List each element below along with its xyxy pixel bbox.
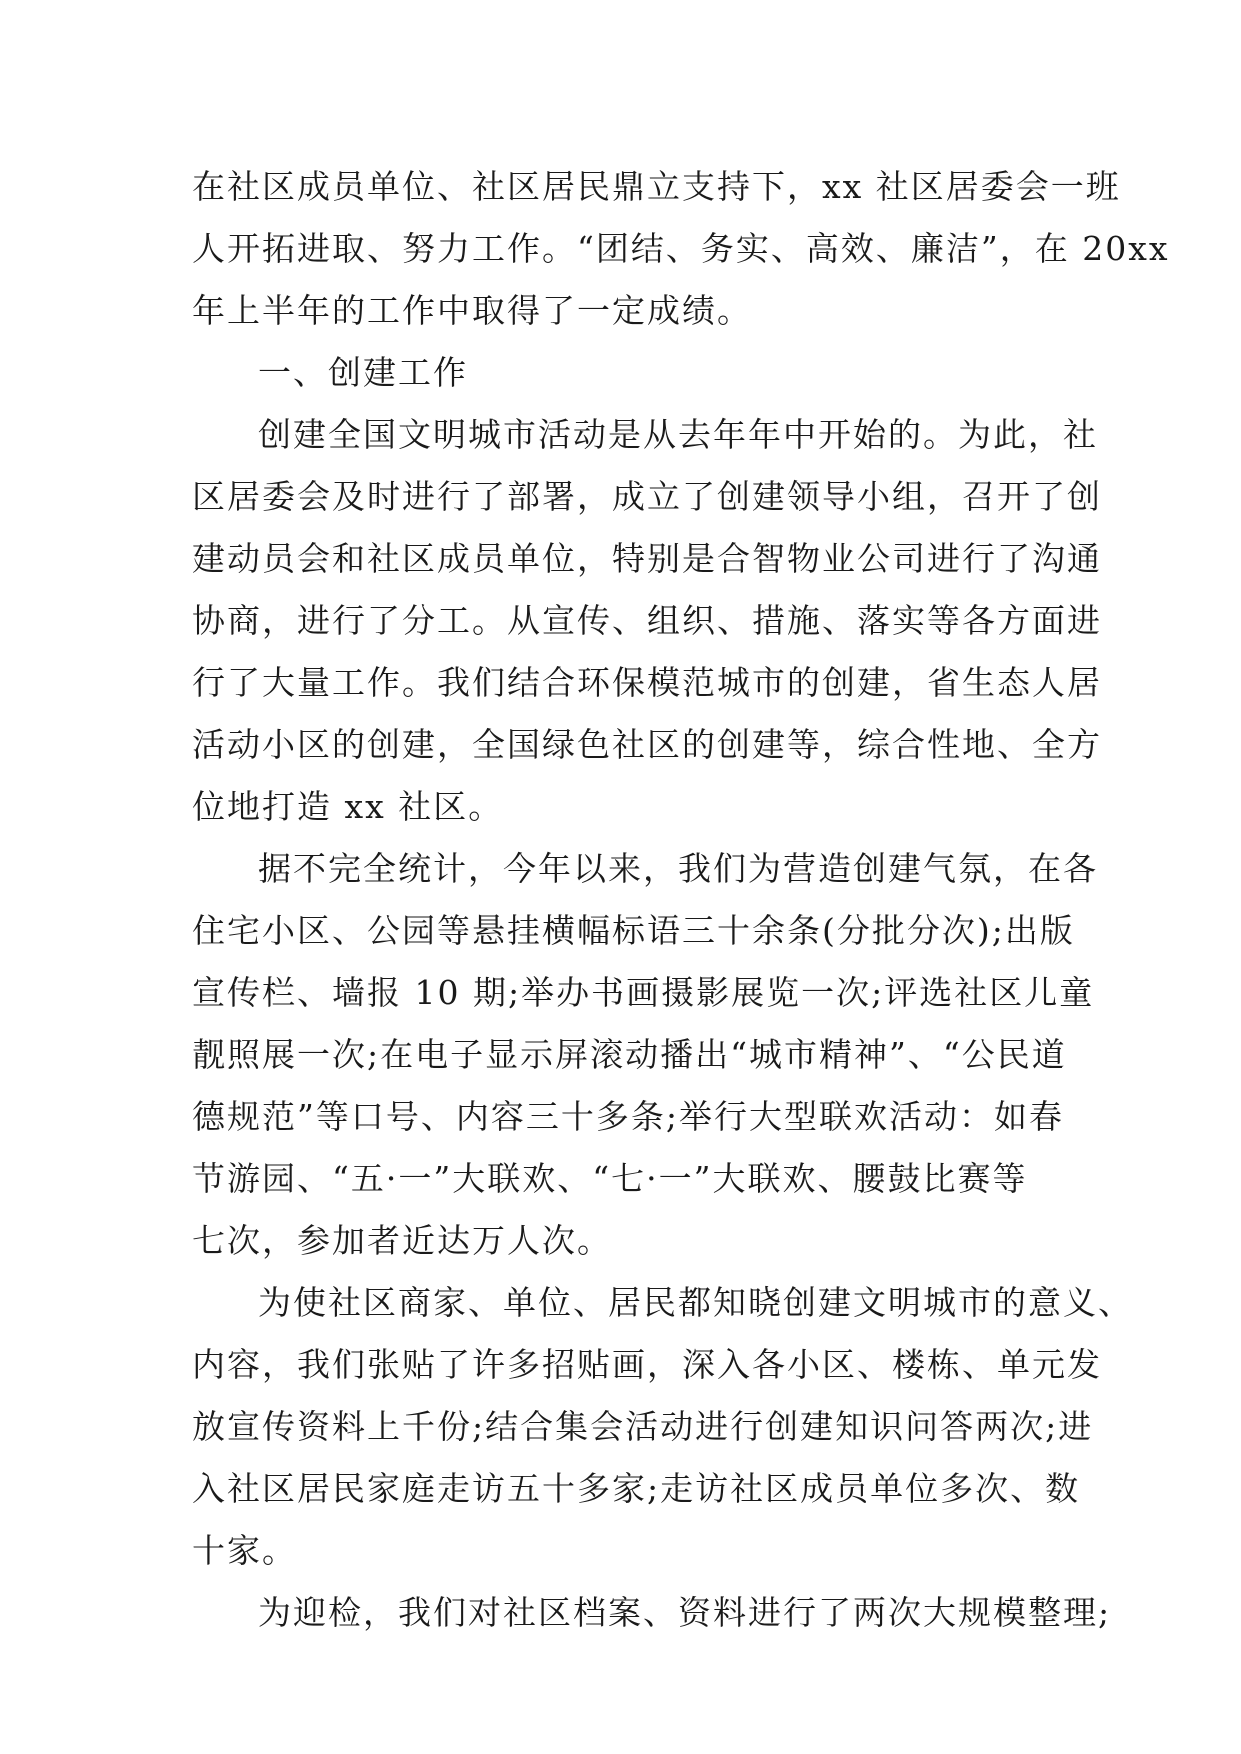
paragraph-creation bbox=[192, 404, 1102, 838]
text-line: 节游园、“五·一”大联欢、“七·一”大联欢、腰鼓比赛等 bbox=[192, 1159, 1028, 1198]
text-line: 为迎检，我们对社区档案、资料进行了两次大规模整理; bbox=[258, 1593, 1112, 1632]
text-line: 住宅小区、公园等悬挂横幅标语三十余条(分批分次);出版 bbox=[192, 911, 1075, 950]
text-line: 为使社区商家、单位、居民都知晓创建文明城市的意义、 bbox=[258, 1283, 1133, 1322]
heading-text: 一、创建工作 bbox=[258, 353, 468, 392]
text-line: 宣传栏、墙报 10 期;举办书画摄影展览一次;评选社区儿童 bbox=[192, 973, 1095, 1012]
text-line: 人开拓进取、努力工作。“团结、务实、高效、廉洁”，在 20xx bbox=[192, 229, 1170, 268]
text-line: 靓照展一次;在电子显示屏滚动播出“城市精神”、“公民道 bbox=[192, 1035, 1067, 1074]
text-line: 协商，进行了分工。从宣传、组织、措施、落实等各方面进 bbox=[192, 601, 1102, 640]
section-heading bbox=[192, 342, 1054, 404]
text-line: 建动员会和社区成员单位，特别是合智物业公司进行了沟通 bbox=[192, 539, 1102, 578]
text-line: 区居委会及时进行了部署，成立了创建领导小组，召开了创 bbox=[192, 477, 1102, 516]
paragraph-intro bbox=[192, 156, 1170, 342]
text-line: 年上半年的工作中取得了一定成绩。 bbox=[192, 291, 752, 330]
text-line: 创建全国文明城市活动是从去年年中开始的。为此，社 bbox=[258, 415, 1098, 454]
text-line: 十家。 bbox=[192, 1531, 297, 1570]
text-line: 入社区居民家庭走访五十多家;走访社区成员单位多次、数 bbox=[192, 1469, 1081, 1508]
text-line: 内容，我们张贴了许多招贴画，深入各小区、楼栋、单元发 bbox=[192, 1345, 1102, 1384]
document-body bbox=[192, 156, 1170, 1644]
text-line: 德规范”等口号、内容三十多条;举行大型联欢活动：如春 bbox=[192, 1097, 1064, 1136]
text-line: 据不完全统计，今年以来，我们为营造创建气氛，在各 bbox=[258, 849, 1098, 888]
text-line: 放宣传资料上千份;结合集会活动进行创建知识问答两次;进 bbox=[192, 1407, 1094, 1446]
text-line: 行了大量工作。我们结合环保模范城市的创建，省生态人居 bbox=[192, 663, 1102, 702]
text-line: 七次，参加者近达万人次。 bbox=[192, 1221, 612, 1260]
paragraph-inspection bbox=[192, 1582, 1112, 1644]
text-line: 在社区成员单位、社区居民鼎立支持下，xx 社区居委会一班 bbox=[192, 167, 1121, 206]
text-line: 位地打造 xx 社区。 bbox=[192, 787, 504, 826]
text-line: 活动小区的创建，全国绿色社区的创建等，综合性地、全方 bbox=[192, 725, 1102, 764]
paragraph-publicity bbox=[192, 1272, 1133, 1582]
paragraph-statistics bbox=[192, 838, 1098, 1272]
